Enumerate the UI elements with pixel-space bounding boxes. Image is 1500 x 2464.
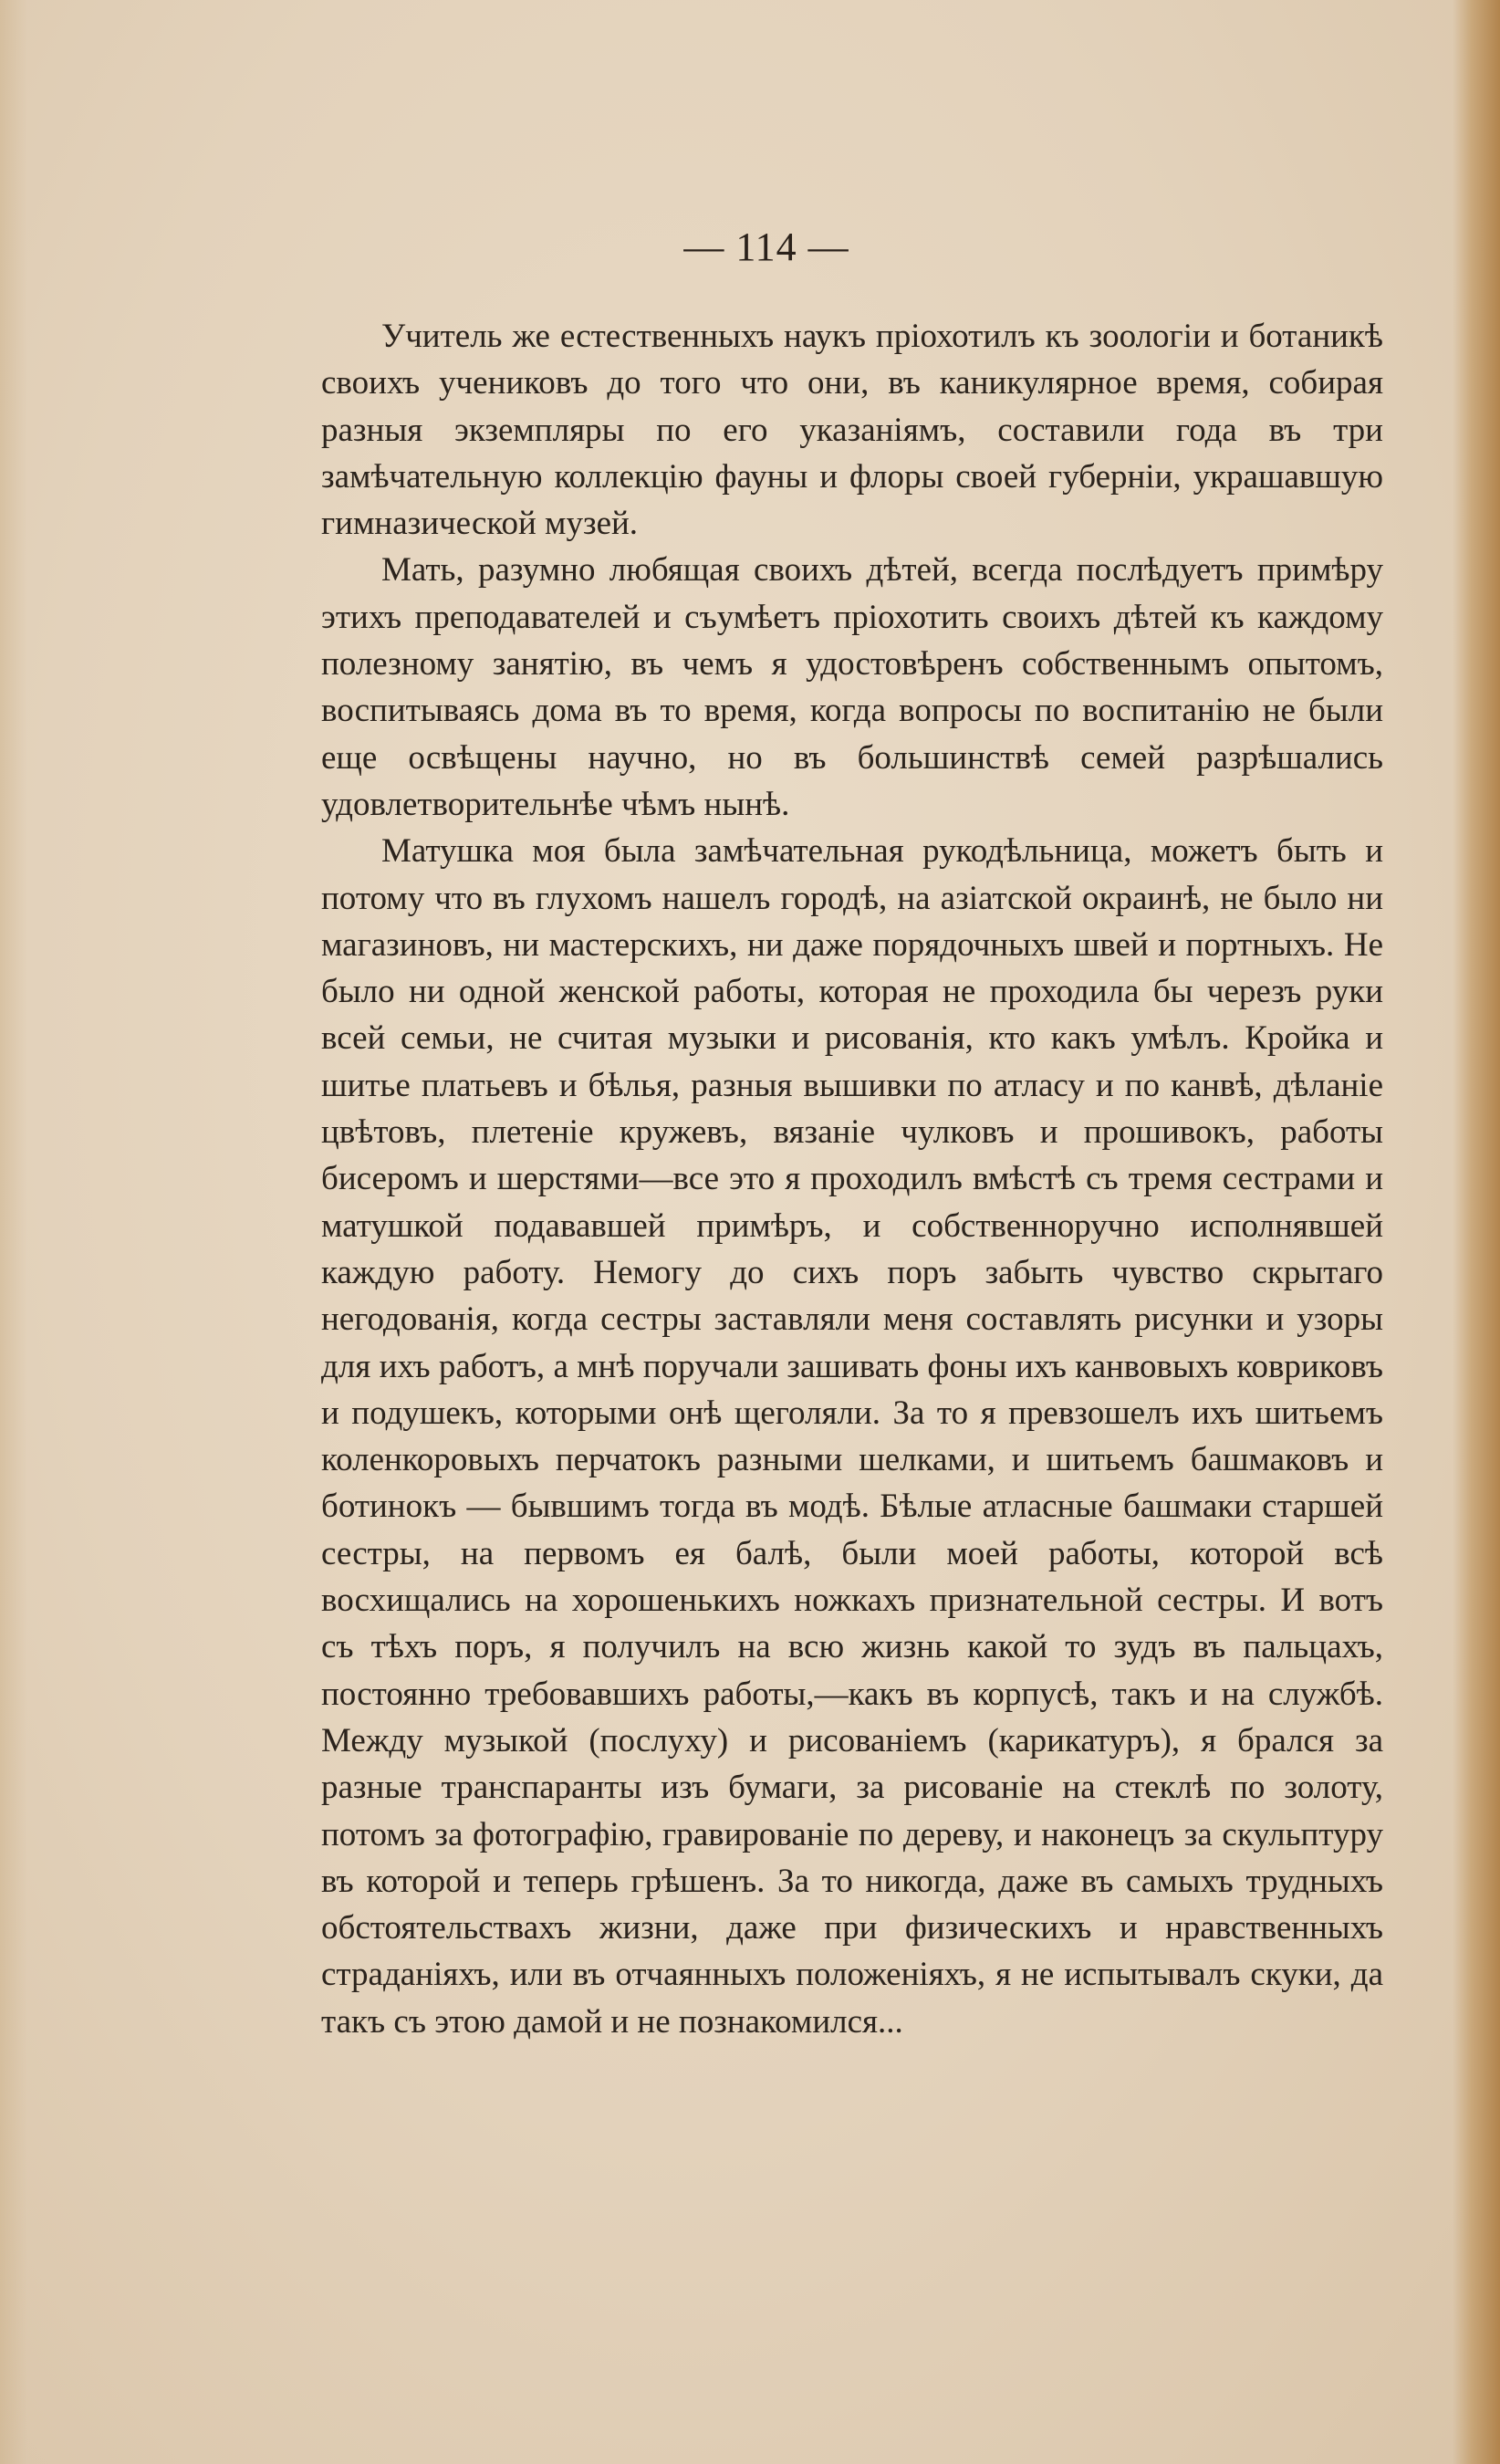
page-right-edge-stain: [1453, 0, 1500, 2464]
paragraph-2: Мать, разумно любящая своихъ дѣтей, всегда послѣдуетъ примѣру этихъ преподавателей и съумѣетъ пріохотить своихъ дѣтей къ каждому полезному занятію, въ чемъ я удостовѣренъ собственнымъ опытомъ, воспитываясь дома въ то время, когда вопросы по воспитанію не были еще освѣщены научно, но въ большинствѣ семей разрѣшались удовлетворительнѣе чѣмъ нынѣ.: [321, 551, 1383, 823]
page-number: — 114 —: [683, 224, 849, 269]
paragraph-1: Учитель же естественныхъ наукъ пріохотилъ къ зоологіи и ботаникѣ своихъ учениковъ до того что они, въ каникулярное время, собирая разныя экземпляры по его указаніямъ, составили года въ три замѣчательную коллекцію фауны и флоры своей губерніи, украшавшую гимназической музей.: [321, 318, 1383, 543]
body-text: [321, 313, 1383, 2045]
page-left-edge-shadow: [0, 0, 27, 2464]
paragraph-3: Матушка моя была замѣчательная рукодѣльница, можетъ быть и потому что въ глухомъ нашелъ городѣ, на азіатской окраинѣ, не было ни магазиновъ, ни мастерскихъ, ни даже порядочныхъ швей и портныхъ. Не было ни одной женской работы, которая не проходила бы черезъ руки всей семьи, не считая музыки и рисованія, кто какъ умѣлъ. Кройка и шитье платьевъ и бѣлья, разныя вышивки по атласу и по канвѣ, дѣланіе цвѣтовъ, плетеніе кружевъ, вязаніе чулковъ и прошивокъ, работы бисеромъ и шерстями—все это я проходилъ вмѣстѣ съ тремя сестрами и матушкой подававшей примѣръ, и собственноручно исполнявшей каждую работу. Немогу до сихъ поръ забыть чувство скрытаго негодованія, когда сестры заставляли меня составлять рисунки и узоры для ихъ работъ, а мнѣ поручали зашивать фоны ихъ канвовыхъ ковриковъ и подушекъ, которыми онѣ щеголяли. За то я превзошелъ ихъ шитьемъ коленкоровыхъ перчатокъ разными шелками, и шитьемъ башмаковъ и ботинокъ — бывшимъ тогда въ модѣ. Бѣлые атласные башмаки старшей сестры, на первомъ ея балѣ, были моей работы, которой всѣ восхищались на хорошенькихъ ножкахъ признательной сестры. И вотъ съ тѣхъ поръ, я получилъ на всю жизнь какой то зудъ въ пальцахъ, постоянно требовавшихъ работы,—какъ въ корпусѣ, такъ и на службѣ. Между музыкой (послуху) и рисованіемъ (карикатуръ), я брался за разные транспаранты изъ бумаги, за рисованіе на стеклѣ по золоту, потомъ за фотографію, гравированіе по дереву, и наконецъ за скульптуру въ которой и теперь грѣшенъ. За то никогда, даже въ самыхъ трудныхъ обстоятельствахъ жизни, даже при физическихъ и нравственныхъ страданіяхъ, или въ отчаянныхъ положеніяхъ, я не испытывалъ скуки, да такъ съ этою дамой и не познакомился...: [321, 832, 1383, 2041]
